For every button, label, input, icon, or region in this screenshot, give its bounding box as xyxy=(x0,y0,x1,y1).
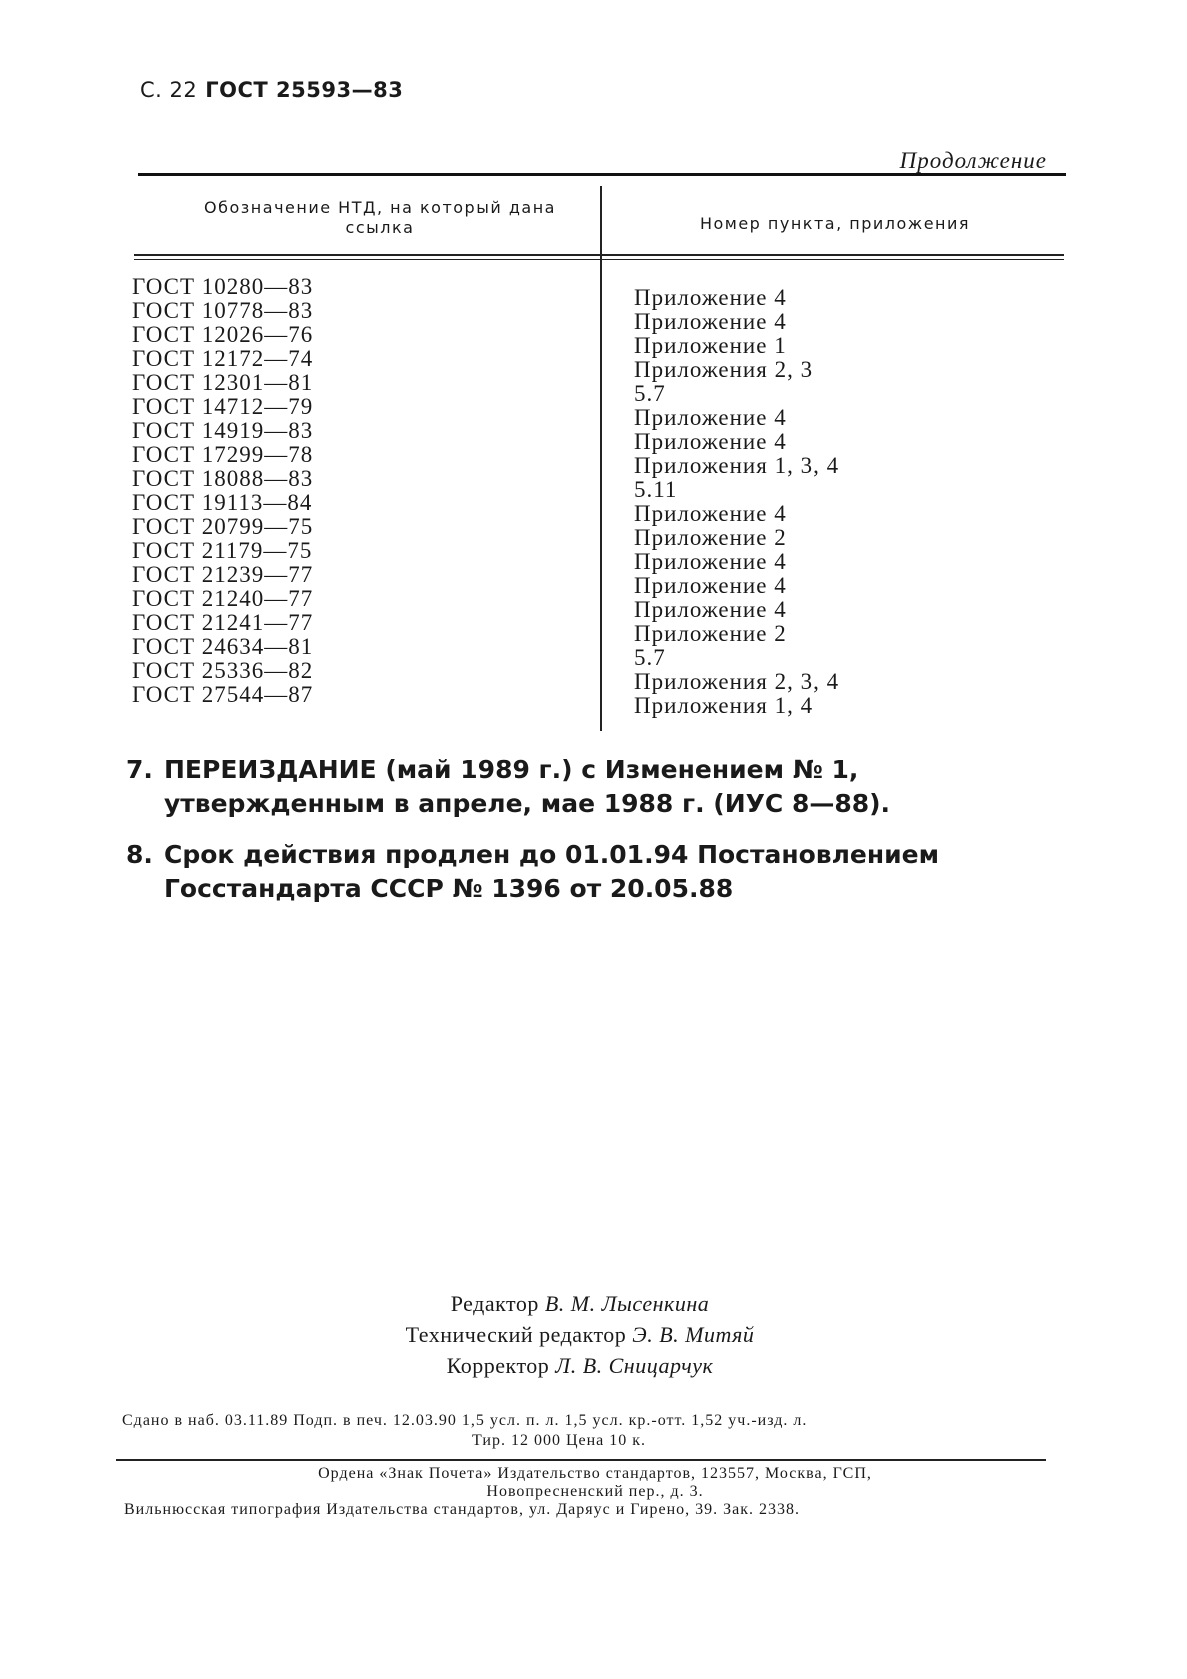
reference-item: ГОСТ 10778—83 xyxy=(132,298,314,323)
editor-line xyxy=(300,1288,860,1319)
column-divider xyxy=(600,186,602,731)
publisher-line-2: Новопресненский пер., д. 3. xyxy=(486,1483,704,1500)
continuation-label: Продолжение xyxy=(899,148,1047,173)
point-item: Приложение 4 xyxy=(634,429,787,454)
editor-name: В. М. Лысенкина xyxy=(544,1291,710,1316)
reference-item: ГОСТ 20799—75 xyxy=(132,514,314,539)
reference-item: ГОСТ 21240—77 xyxy=(132,586,314,611)
corrector-line xyxy=(300,1350,860,1381)
point-item: 5.7 xyxy=(634,381,666,406)
reference-item: ГОСТ 21179—75 xyxy=(132,538,313,563)
point-item: Приложение 2 xyxy=(634,621,787,646)
reference-item: ГОСТ 25336—82 xyxy=(132,658,314,683)
point-item: 5.7 xyxy=(634,645,666,670)
point-list xyxy=(634,286,839,718)
printing-house-line: Вильнюсская типография Издательства стандартов, ул. Даряус и Гирено, 39. Зак. 2338. xyxy=(124,1501,801,1518)
reference-item: ГОСТ 24634—81 xyxy=(132,634,314,659)
credits-block xyxy=(300,1288,860,1381)
reference-list xyxy=(132,275,313,707)
tech-editor-label: Технический редактор xyxy=(405,1322,627,1347)
reference-item: ГОСТ 27544—87 xyxy=(132,682,314,707)
column-header-point: Номер пункта, приложения xyxy=(699,214,971,233)
corrector-name: Л. В. Сницарчук xyxy=(555,1353,714,1378)
point-item: Приложения 2, 3, 4 xyxy=(634,669,840,694)
reference-item: ГОСТ 21239—77 xyxy=(132,562,314,587)
imprint-block xyxy=(122,1411,1052,1451)
note-validity xyxy=(126,838,1071,906)
page-header xyxy=(140,78,403,102)
note-text: Срок действия продлен до 01.01.94 Постановлением Госстандарта СССР № 1396 от 20.05.88 xyxy=(164,840,940,903)
reference-item: ГОСТ 19113—84 xyxy=(132,490,313,515)
reference-item: ГОСТ 12301—81 xyxy=(132,370,314,395)
point-item: 5.11 xyxy=(634,477,678,502)
header-double-rule xyxy=(134,254,1064,260)
point-item: Приложение 2 xyxy=(634,525,787,550)
standard-designation: ГОСТ 25593—83 xyxy=(205,78,404,102)
point-item: Приложение 4 xyxy=(634,309,787,334)
reference-item: ГОСТ 14919—83 xyxy=(132,418,314,443)
point-item: Приложение 4 xyxy=(634,549,787,574)
column-header-reference: Обозначение НТД, на который дана ссылка xyxy=(204,198,556,237)
point-item: Приложение 4 xyxy=(634,405,787,430)
reference-item: ГОСТ 21241—77 xyxy=(132,610,314,635)
publisher-line-1: Ордена «Знак Почета» Издательство стандартов, 123557, Москва, ГСП, xyxy=(318,1465,872,1482)
tech-editor-name: Э. В. Митяй xyxy=(632,1322,755,1347)
imprint-line-2: Тир. 12 000 Цена 10 к. xyxy=(472,1432,647,1449)
point-item: Приложение 1 xyxy=(634,333,787,358)
point-item: Приложения 2, 3 xyxy=(634,357,814,382)
reference-item: ГОСТ 18088—83 xyxy=(132,466,314,491)
publisher-block xyxy=(124,1465,1060,1519)
note-number: 7. xyxy=(126,755,153,784)
imprint-rule xyxy=(116,1459,1046,1461)
point-item: Приложения 1, 4 xyxy=(634,693,814,718)
point-item: Приложения 1, 3, 4 xyxy=(634,453,840,478)
page-number: С. 22 xyxy=(140,78,198,102)
reference-item: ГОСТ 10280—83 xyxy=(132,274,314,299)
point-item: Приложение 4 xyxy=(634,597,787,622)
note-reissue xyxy=(126,753,1071,821)
editor-label: Редактор xyxy=(450,1291,539,1316)
point-item: Приложение 4 xyxy=(634,501,787,526)
point-item: Приложение 4 xyxy=(634,573,787,598)
reference-item: ГОСТ 14712—79 xyxy=(132,394,314,419)
table-top-rule xyxy=(138,173,1066,176)
reference-item: ГОСТ 17299—78 xyxy=(132,442,314,467)
note-number: 8. xyxy=(126,840,153,869)
point-item: Приложение 4 xyxy=(634,285,787,310)
imprint-line-1: Сдано в наб. 03.11.89 Подп. в печ. 12.03.90 1,5 усл. п. л. 1,5 усл. кр.-отт. 1,52 уч.-изд. л. xyxy=(122,1412,808,1429)
tech-editor-line xyxy=(300,1319,860,1350)
corrector-label: Корректор xyxy=(446,1353,550,1378)
reference-item: ГОСТ 12172—74 xyxy=(132,346,314,371)
note-text: ПЕРЕИЗДАНИЕ (май 1989 г.) с Изменением № 1, утвержденным в апреле, мае 1988 г. (ИУС 8—88). xyxy=(164,755,891,818)
reference-item: ГОСТ 12026—76 xyxy=(132,322,314,347)
